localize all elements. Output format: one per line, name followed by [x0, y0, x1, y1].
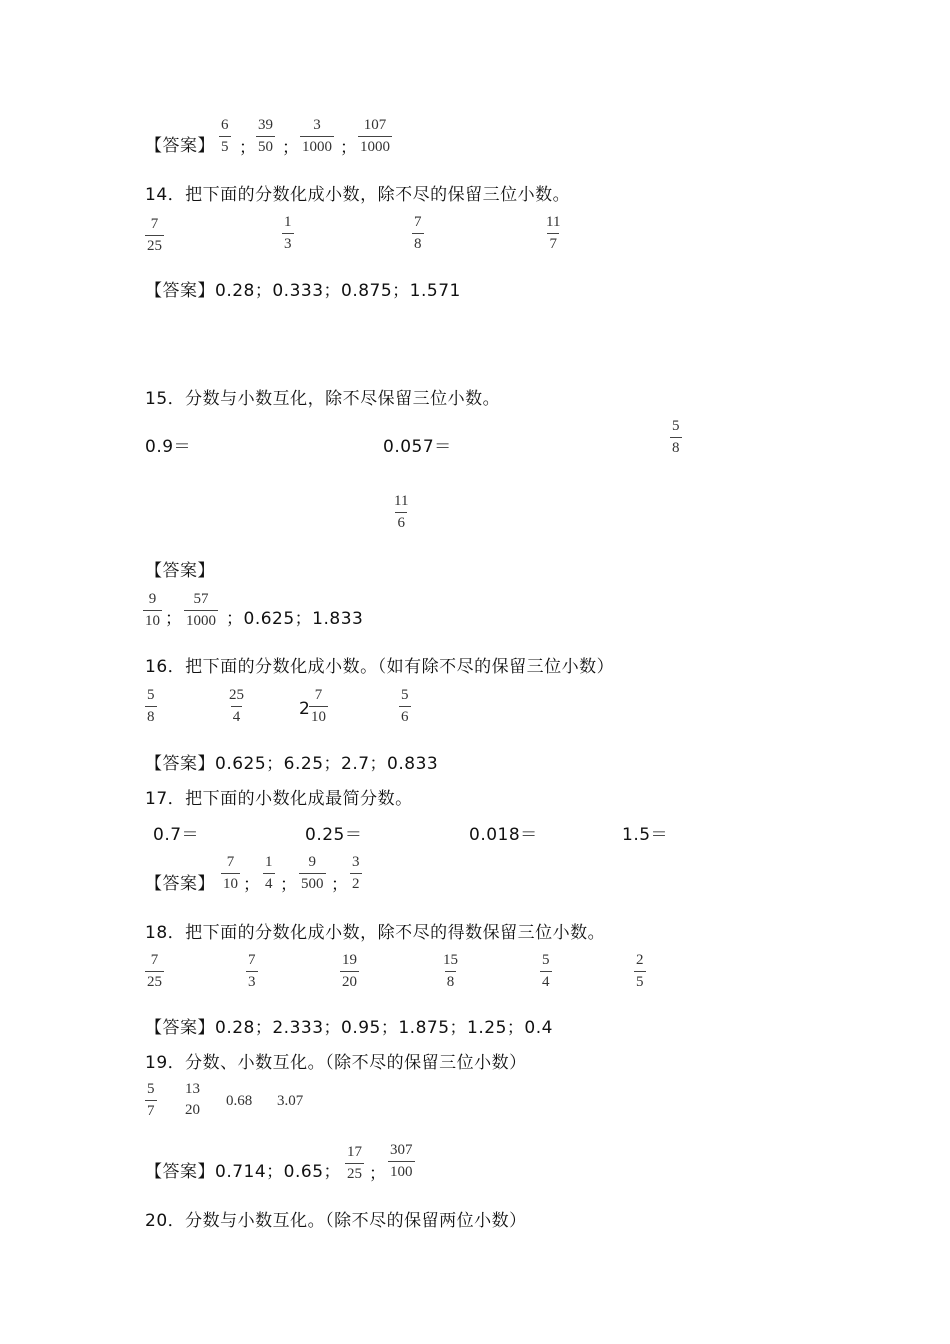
- separator: ；: [282, 138, 300, 158]
- question-20-title: 20．分数与小数互化。（除不尽的保留两位小数）: [145, 1211, 527, 1231]
- separator: ；: [165, 609, 183, 629]
- fraction: $\frac{11}{7}$: [546, 214, 561, 252]
- fraction: $\frac{57}{1000}$: [186, 591, 216, 629]
- question-14-answer: 【答案】0.28；0.333；0.875；1.571: [145, 281, 461, 301]
- fraction: $\frac{7}{8}$: [414, 214, 422, 252]
- question-17-answer-label: 【答案】: [145, 874, 215, 894]
- fraction: $\frac{5}{8}$: [147, 687, 155, 725]
- fraction: $\frac{5}{4}$: [542, 952, 550, 990]
- fraction: $\frac{9}{10}$: [145, 591, 160, 629]
- fraction: $\frac{3}{2}$: [352, 854, 360, 892]
- fraction: $\frac{7}{25}$: [147, 952, 162, 990]
- separator: ；: [243, 875, 261, 895]
- decimal-value: 3.07: [277, 1093, 304, 1109]
- fraction: $\frac{1}{3}$: [284, 214, 292, 252]
- fraction: $\frac{39}{50}$: [258, 117, 273, 155]
- separator: ；: [340, 138, 358, 158]
- question-17-title: 17．把下面的小数化成最简分数。: [145, 789, 413, 809]
- question-16-answer: 【答案】0.625；6.25；2.7；0.833: [145, 754, 439, 774]
- fraction: $\frac{307}{100}$: [390, 1142, 413, 1180]
- question-15-title: 15．分数与小数互化，除不尽保留三位小数。: [145, 389, 501, 409]
- question-18-title: 18．把下面的分数化成小数，除不尽的得数保留三位小数。: [145, 923, 606, 943]
- fraction: $\frac{1}{4}$: [265, 854, 273, 892]
- question-19-answer-prefix: 【答案】0.714；0.65；: [145, 1162, 342, 1182]
- question-15-answer-label: 【答案】: [145, 561, 215, 581]
- question-19-title: 19．分数、小数互化。（除不尽的保留三位小数）: [145, 1053, 527, 1073]
- question-15-item: 0.9＝: [145, 437, 192, 457]
- fraction: $\frac{7}{10}$: [311, 687, 326, 725]
- separator: ；: [239, 138, 257, 158]
- question-15-item: 0.057＝: [383, 437, 452, 457]
- question-17-item: 1.5＝: [622, 825, 669, 845]
- separator: ；: [331, 875, 349, 895]
- fraction: $\frac{11}{6}$: [394, 493, 409, 531]
- fraction: $\frac{19}{20}$: [342, 952, 357, 990]
- q13-answer-label: 【答案】: [145, 136, 215, 156]
- question-17-item: 0.25＝: [305, 825, 363, 845]
- fraction: $\frac{5}{6}$: [401, 687, 409, 725]
- fraction: $\frac{7}{10}$: [223, 854, 238, 892]
- fraction: $\frac{7}{25}$: [147, 216, 162, 254]
- fraction: $\frac{107}{1000}$: [360, 117, 390, 155]
- fraction: $\frac{2}{5}$: [636, 952, 644, 990]
- decimal-value: 0.68: [226, 1093, 253, 1109]
- question-15-answer-tail: ；0.625；1.833: [226, 609, 364, 629]
- question-17-item: 0.7＝: [153, 825, 200, 845]
- fraction: $\frac{3}{1000}$: [302, 117, 332, 155]
- fraction: $\frac{6}{5}$: [221, 117, 229, 155]
- fraction: $\frac{7}{3}$: [248, 952, 256, 990]
- fraction: $\frac{5}{8}$: [672, 418, 680, 456]
- fraction: $\frac{9}{500}$: [301, 854, 324, 892]
- mixed-number-whole: 2: [299, 699, 311, 719]
- question-16-title: 16．把下面的分数化成小数。（如有除不尽的保留三位小数）: [145, 657, 615, 677]
- separator: ；: [280, 875, 298, 895]
- fraction: $\frac{15}{8}$: [443, 952, 458, 990]
- fraction: $\frac{25}{4}$: [229, 687, 244, 725]
- fraction: $\frac{17}{25}$: [347, 1144, 362, 1182]
- fraction: 13 20: [185, 1081, 200, 1118]
- question-14-title: 14．把下面的分数化成小数，除不尽的保留三位小数。: [145, 185, 571, 205]
- separator: ；: [369, 1164, 387, 1184]
- question-18-answer: 【答案】0.28；2.333；0.95；1.875；1.25；0.4: [145, 1018, 553, 1038]
- question-17-item: 0.018＝: [469, 825, 538, 845]
- fraction: $\frac{5}{7}$: [147, 1081, 155, 1119]
